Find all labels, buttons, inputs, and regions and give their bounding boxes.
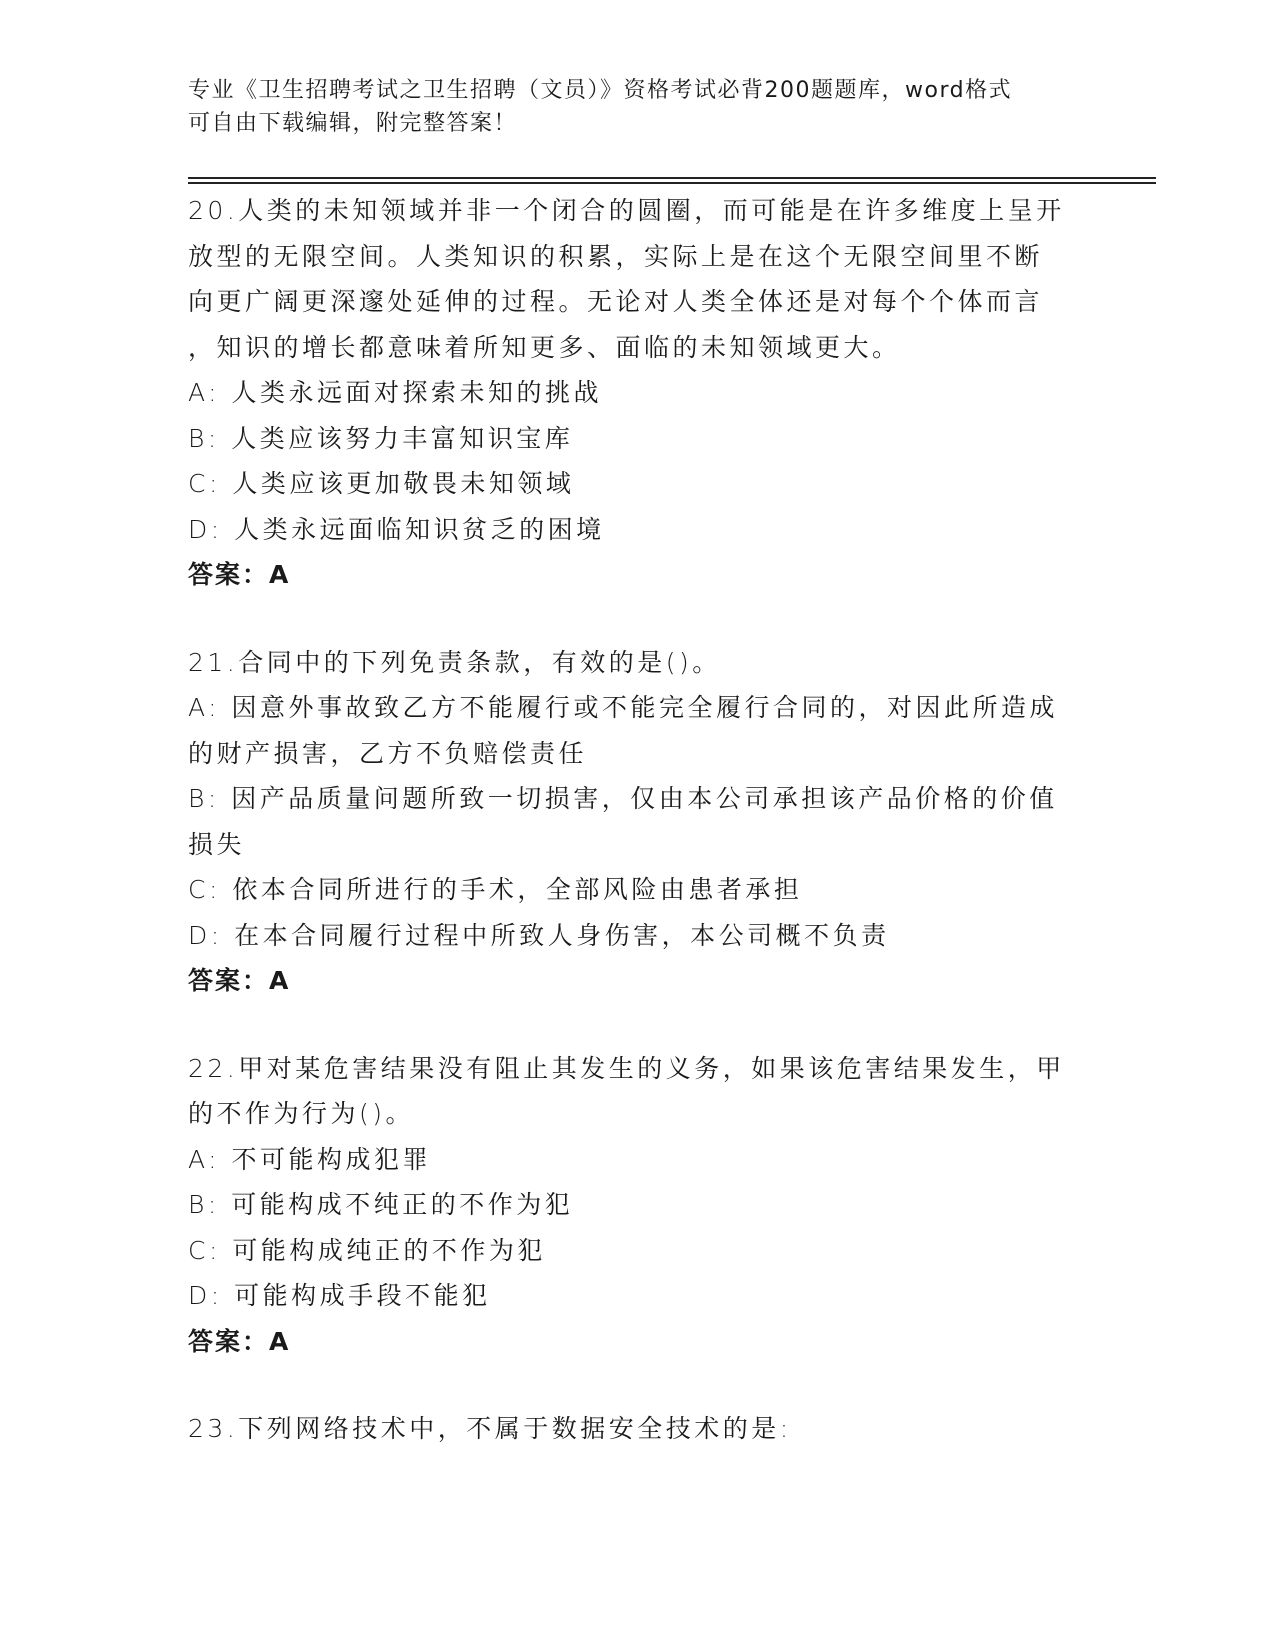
answer-label: 答案：A xyxy=(188,966,291,995)
question-stem-line: 22.甲对某危害结果没有阻止其发生的义务，如果该危害结果发生，甲 xyxy=(188,1053,1065,1083)
question-21 xyxy=(188,640,1088,1004)
answer-label: 答案：A xyxy=(188,560,291,589)
question-stem-line: 21.合同中的下列免责条款，有效的是()。 xyxy=(188,647,721,677)
header-line-1: 专业《卫生招聘考试之卫生招聘（文员）》资格考试必背200题题库，word格式 xyxy=(188,78,1013,103)
header-divider-bottom xyxy=(188,182,1156,184)
option-a: A: 人类永远面对探索未知的挑战 xyxy=(188,378,603,407)
option-c: C: 可能构成纯正的不作为犯 xyxy=(188,1235,546,1265)
option-b: B: 可能构成不纯正的不作为犯 xyxy=(188,1190,574,1219)
question-23 xyxy=(188,1406,1088,1452)
option-d: D: 可能构成手段不能犯 xyxy=(188,1281,491,1310)
answer-label: 答案：A xyxy=(188,1326,291,1356)
option-b: B: 因产品质量问题所致一切损害，仅由本公司承担该产品价格的价值 xyxy=(188,784,1058,813)
question-stem-line: 向更广阔更深邃处延伸的过程。无论对人类全体还是对每个个体而言 xyxy=(188,287,1044,316)
option-a: A: 不可能构成犯罪 xyxy=(188,1144,432,1174)
question-stem-line: 23.下列网络技术中，不属于数据安全技术的是: xyxy=(188,1414,792,1443)
question-list xyxy=(188,188,1088,1482)
option-c: C: 人类应该更加敬畏未知领域 xyxy=(188,469,575,498)
option-b-continued: 损失 xyxy=(188,829,246,859)
option-c: C: 依本合同所进行的手术，全部风险由患者承担 xyxy=(188,875,803,904)
question-stem-line: 的不作为行为()。 xyxy=(188,1099,415,1128)
question-stem-line: ，知识的增长都意味着所知更多、面临的未知领域更大。 xyxy=(188,332,901,362)
question-stem-line: 放型的无限空间。人类知识的积累，实际上是在这个无限空间里不断 xyxy=(188,241,1044,271)
option-a-continued: 的财产损害，乙方不负赔偿责任 xyxy=(188,738,588,768)
option-a: A: 因意外事故致乙方不能履行或不能完全履行合同的，对因此所造成 xyxy=(188,693,1059,722)
question-20 xyxy=(188,188,1088,598)
header-line-2: 可自由下载编辑，附完整答案！ xyxy=(188,111,518,136)
option-d: D: 在本合同履行过程中所致人身伤害，本公司概不负责 xyxy=(188,920,890,950)
option-b: B: 人类应该努力丰富知识宝库 xyxy=(188,423,574,453)
document-header xyxy=(188,74,1088,140)
option-d: D: 人类永远面临知识贫乏的困境 xyxy=(188,514,605,544)
header-divider-top xyxy=(188,177,1156,179)
question-22 xyxy=(188,1046,1088,1365)
question-stem-line: 20.人类的未知领域并非一个闭合的圆圈，而可能是在许多维度上呈开 xyxy=(188,196,1065,225)
